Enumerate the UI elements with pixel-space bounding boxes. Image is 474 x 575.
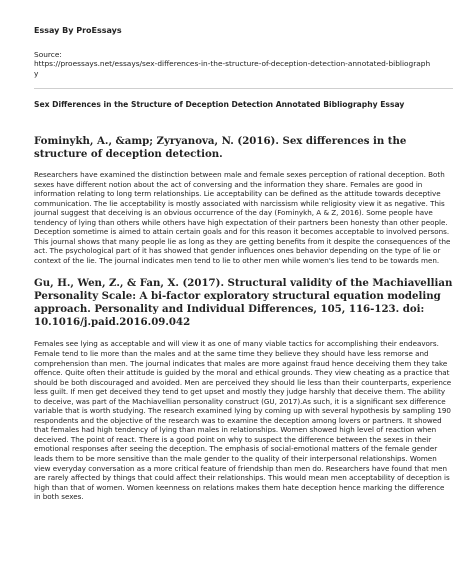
citation-heading-1: Fominykh, A., &amp; Zyryanova, N. (2016). Sex differences in the structure of deception detection. (34, 135, 407, 160)
source-url[interactable]: https://proessays.net/essays/sex-differences-in-the-structure-of-deception-detection-annotated-bibliography (34, 59, 431, 78)
citation-heading-2: Gu, H., Wen, Z., & Fan, X. (2017). Structural validity of the Machiavellian Personality Scale: A bi-factor exploratory structural equation modeling approach. Personality and Individual Differences, 105, 116-123. doi: 10.1016/j.paid.2016.09.042 (34, 277, 453, 329)
source-label: Source: (34, 50, 62, 59)
annotation-paragraph-2: Females see lying as acceptable and will view it as one of many viable tactics for accomplishing their endeavors. Female tend to lie more than the males and at the same time they believe they should have less remorse and comprehension than men. The journal indicates that males are more against fraud hence deceiving them they take offence. Quite often their attitude is guided by the moral and ethical grounds. They view cheating as a practice that should be both discouraged and avoided. Men are perceived they should lie less than their counterparts, experience less guilt. If men get deceived they tend to get upset and mostly they judge harshly that deceive them. The ability to deceive, was part of the Machiavellian personality construct (GU, 2017).As such, it is a significant sex difference variable that is worth studying. The research examined lying by coming up with several hypothesis by sampling 190 respondents and the objective of the research was to examine the deception among lovers or partners. It showed that females had high tendency of lying than males in relationships. Women showed high level of reaction when deceived. The point of react. There is a good point on why to suspect the difference between the sexes in their emotional responses after seeing the deception. The emphasis of social-emotional matters of the female gender leads them to be more sensitive than the male gender to the quality of their interpersonal relationships. Women view everyday conversation as a more critical feature of friendship than men do. Researchers have found that men are rarely affected by things that could affect their relationships. This would mean men acceptability of deception is high than that of women. Women keenness on relations makes them hate deception hence marking the difference in both sexes. (34, 339, 452, 502)
essay-title: Sex Differences in the Structure of Deception Detection Annotated Bibliography Essay (34, 100, 405, 109)
divider (34, 88, 453, 89)
brand-label: Essay By ProEssays (34, 26, 122, 35)
annotation-paragraph-1: Researchers have examined the distinction between male and female sexes perception of rational deception. Both sexes have different notion about the act of conversing and the information they share. Females are good in information relating to long term relationships. Lie acceptability can be defined as the attitude towards deceptive communication. The lie acceptability is mostly associated with narcissism while religiosity view it as negative. This journal suggest that deceiving is an obvious occurrence of the day (Fominykh, A & Z, 2016). Some people have tendency of lying than others while others have high expectation of their partners been honesty than other people. Deception sometime is aimed to attain certain goals and for this reason it becomes acceptable to involved persons. This journal shows that many people lie as long as they are getting benefits from it despite the consequences of the act. The psychological part of it has showed that gender influences ones behavior depending on the type of lie or context of the lie. The journal indicates men tend to lie to other men while women's lies tend to be towards men. (34, 170, 451, 265)
